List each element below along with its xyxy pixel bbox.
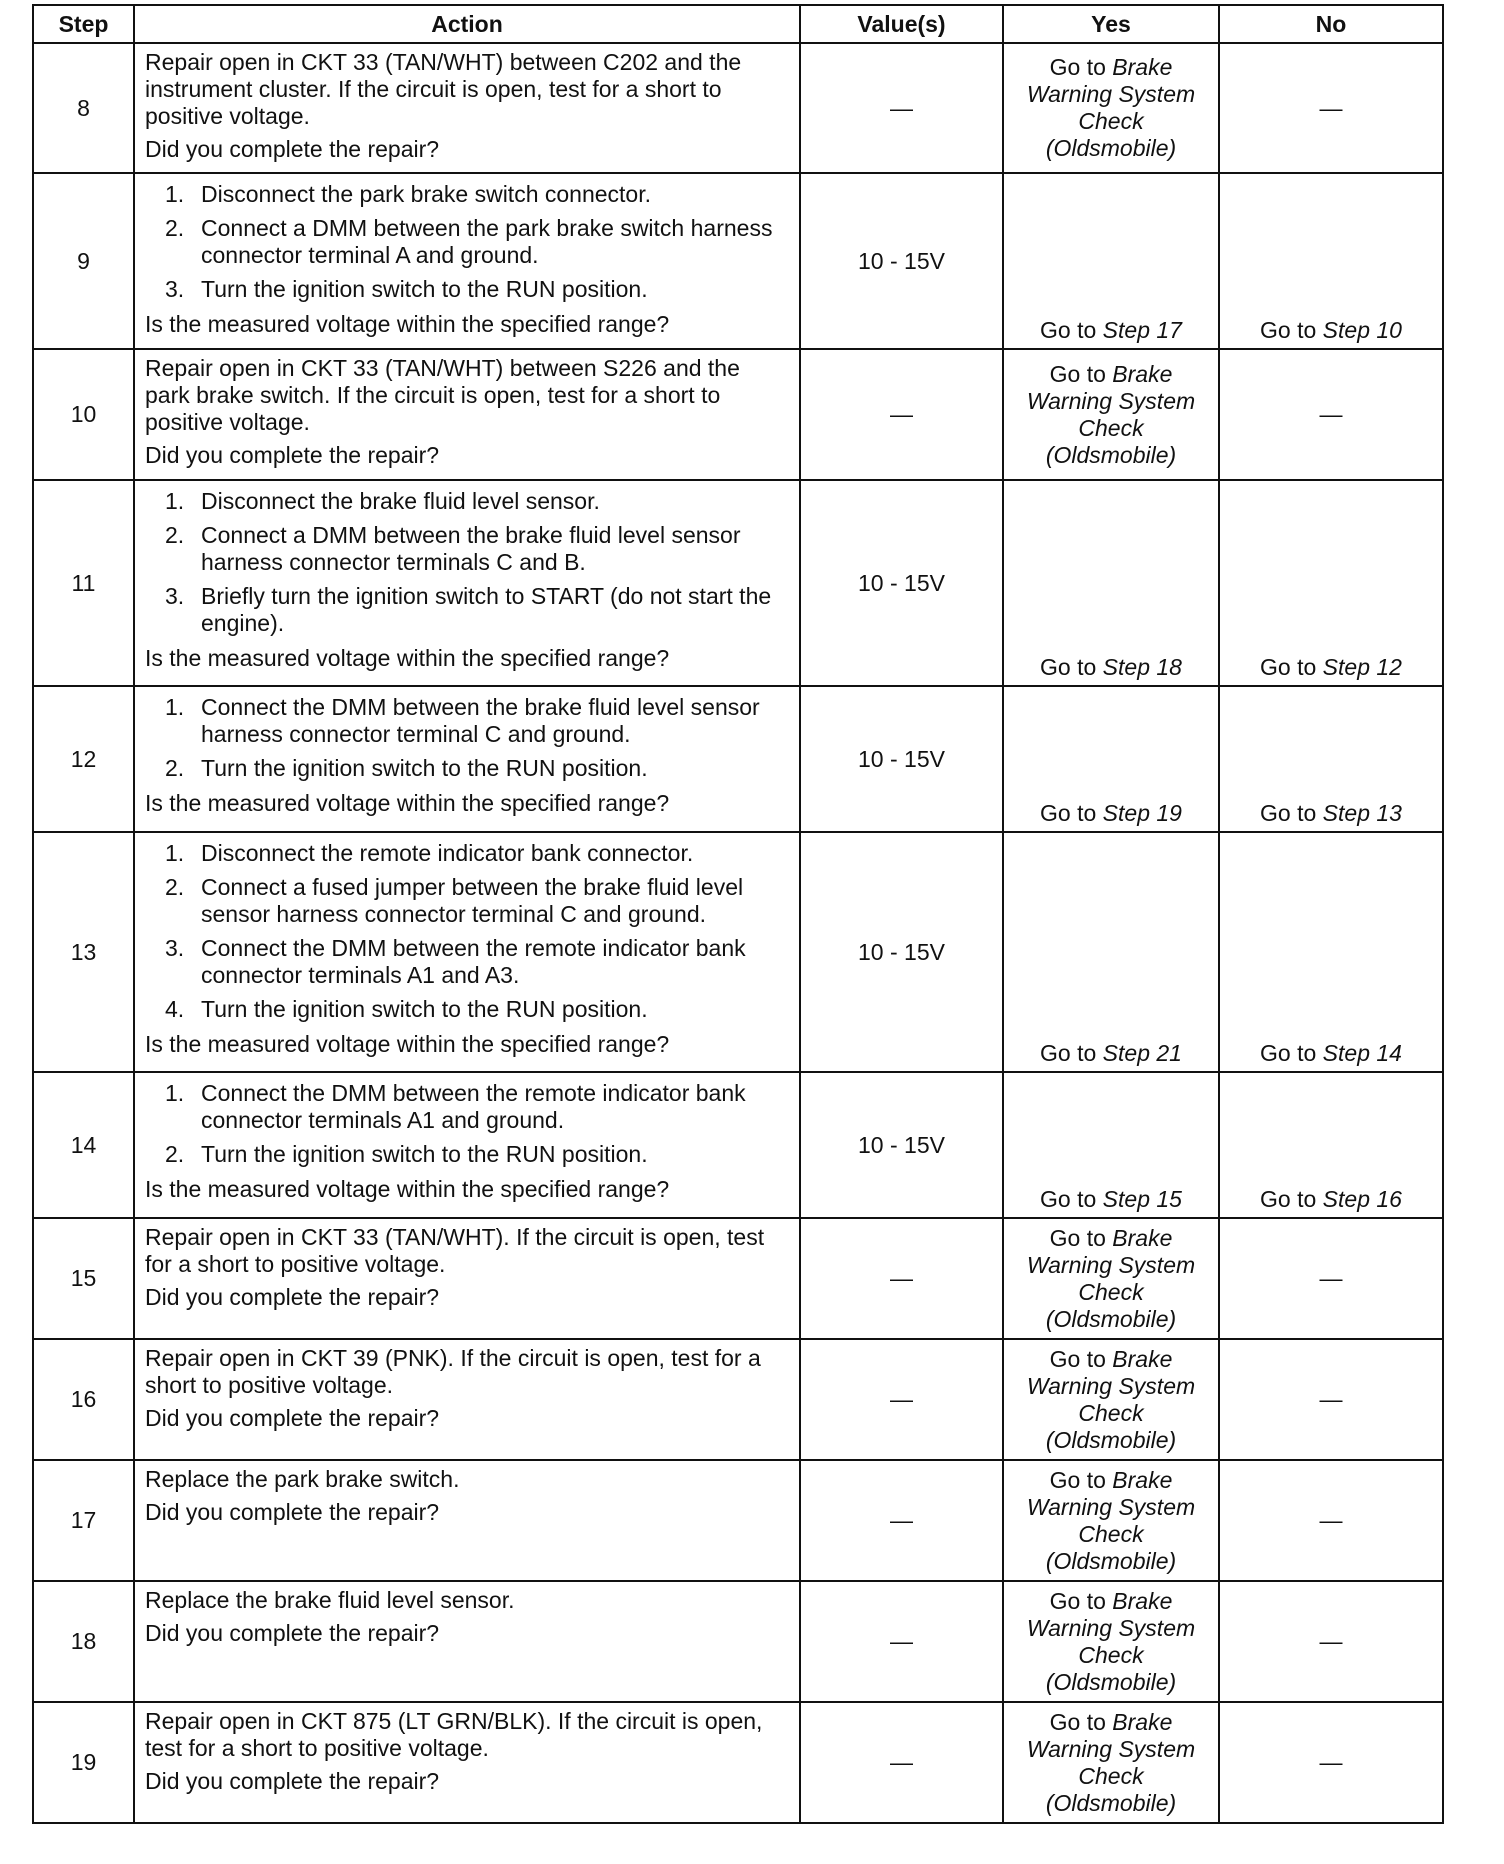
action-steps [145, 840, 789, 1023]
yes-cell [1003, 1218, 1219, 1339]
goto-text: Go to [1040, 800, 1097, 826]
no-cell [1219, 1072, 1443, 1218]
yes-goto-line [1012, 1225, 1210, 1252]
value-cell: — [800, 1702, 1003, 1823]
yes-target: (Oldsmobile) [1045, 1426, 1177, 1453]
yes-target-line [1012, 388, 1210, 415]
yes-target-line [1012, 1306, 1210, 1333]
header-row [33, 5, 1443, 43]
action-step-number: 1. [165, 181, 185, 207]
yes-target-line [1012, 415, 1210, 442]
value-cell: 10 - 15V [800, 173, 1003, 349]
yes-cell [1003, 43, 1219, 173]
step-number: 12 [33, 686, 134, 832]
yes-goto-line [1012, 1467, 1210, 1494]
action-step [145, 935, 789, 989]
action-steps [145, 694, 789, 782]
goto-text: Go to [1260, 1186, 1317, 1212]
goto-text: Go to [1260, 1040, 1317, 1066]
action-question: Is the measured voltage within the specified range? [145, 311, 670, 337]
table-row [33, 480, 1443, 686]
step-number: 9 [33, 173, 134, 349]
action-text: Replace the park brake switch. [145, 1466, 460, 1492]
yes-target-line [1012, 442, 1210, 469]
action-step-number: 3. [165, 583, 185, 609]
yes-target: Step 15 [1102, 1186, 1182, 1212]
yes-target: Warning System [1026, 1372, 1196, 1399]
action-step-text: Turn the ignition switch to the RUN position. [201, 276, 648, 302]
action-steps [145, 181, 789, 303]
goto-text: Go to [1040, 1040, 1097, 1066]
action-question: Did you complete the repair? [145, 1620, 440, 1646]
action-cell [134, 1460, 800, 1581]
action-step-text: Disconnect the park brake switch connector. [201, 181, 652, 207]
table-row [33, 1702, 1443, 1823]
value-cell: — [800, 1339, 1003, 1460]
action-question: Did you complete the repair? [145, 442, 440, 468]
yes-goto-line [1012, 1346, 1210, 1373]
action-question: Did you complete the repair? [145, 1768, 440, 1794]
yes-cell [1003, 1339, 1219, 1460]
action-step-text: Connect the DMM between the brake fluid level sensor harness connector terminal C and ground. [201, 694, 760, 747]
table-row [33, 1581, 1443, 1702]
goto-text: Go to [1260, 800, 1317, 826]
diagnostic-table [32, 4, 1444, 1824]
action-text: Repair open in CKT 875 (LT GRN/BLK). If the circuit is open, test for a short to positive voltage. [145, 1708, 763, 1761]
step-number: 8 [33, 43, 134, 173]
goto-text: Go to [1040, 654, 1097, 680]
action-step [145, 276, 789, 303]
yes-target-line [1012, 1669, 1210, 1696]
yes-goto-line [1012, 1709, 1210, 1736]
action-cell [134, 1072, 800, 1218]
no-target: Step 14 [1322, 1040, 1402, 1066]
action-step-text: Turn the ignition switch to the RUN position. [201, 1141, 648, 1167]
action-step [145, 1080, 789, 1134]
value-cell: 10 - 15V [800, 686, 1003, 832]
table-row [33, 1072, 1443, 1218]
yes-goto-line [1012, 1588, 1210, 1615]
no-target: Step 12 [1322, 654, 1402, 680]
no-cell: — [1219, 43, 1443, 173]
action-step-text: Turn the ignition switch to the RUN position. [201, 755, 648, 781]
yes-target: Brake [1112, 1224, 1173, 1251]
step-number: 10 [33, 349, 134, 480]
yes-target: Check [1078, 1520, 1144, 1547]
step-number: 19 [33, 1702, 134, 1823]
table-row [33, 1218, 1443, 1339]
yes-goto-line [1012, 54, 1210, 81]
yes-target: Brake [1112, 1466, 1173, 1493]
yes-target: Warning System [1026, 1735, 1196, 1762]
no-cell [1219, 832, 1443, 1072]
yes-target: (Oldsmobile) [1045, 1547, 1177, 1574]
yes-target: Brake [1112, 360, 1173, 387]
yes-target: Brake [1112, 1587, 1173, 1614]
yes-target: Warning System [1026, 1493, 1196, 1520]
action-question: Is the measured voltage within the specified range? [145, 790, 670, 816]
yes-target-line [1012, 81, 1210, 108]
action-question: Is the measured voltage within the specified range? [145, 1176, 670, 1202]
header-step: Step [33, 5, 134, 43]
no-cell: — [1219, 1581, 1443, 1702]
yes-target: Brake [1112, 54, 1173, 80]
action-question: Is the measured voltage within the specified range? [145, 645, 670, 671]
yes-cell [1003, 832, 1219, 1072]
yes-target: Step 17 [1102, 317, 1182, 343]
action-question: Did you complete the repair? [145, 136, 440, 162]
goto-text: Go to [1049, 54, 1106, 80]
goto-text: Go to [1260, 654, 1317, 680]
yes-target-line [1012, 1790, 1210, 1817]
table-row [33, 173, 1443, 349]
action-steps [145, 488, 789, 637]
yes-target: Step 18 [1102, 654, 1182, 680]
yes-target: Warning System [1026, 1614, 1196, 1641]
value-cell: — [800, 1460, 1003, 1581]
goto-text: Go to [1049, 1466, 1106, 1493]
yes-goto-line [1012, 361, 1210, 388]
no-cell: — [1219, 349, 1443, 480]
action-text: Repair open in CKT 33 (TAN/WHT) between S226 and the park brake switch. If the circuit is open, test for a short to positive voltage. [145, 355, 740, 435]
action-step-number: 2. [165, 874, 185, 900]
yes-target-line [1012, 135, 1210, 162]
action-step [145, 522, 789, 576]
action-cell [134, 349, 800, 480]
action-step-text: Connect a DMM between the park brake switch harness connector terminal A and ground. [201, 215, 773, 268]
yes-target: Warning System [1026, 81, 1196, 107]
action-text: Replace the brake fluid level sensor. [145, 1587, 515, 1613]
table-row [33, 43, 1443, 173]
yes-target: Warning System [1026, 387, 1196, 414]
value-cell: 10 - 15V [800, 1072, 1003, 1218]
yes-target: Check [1078, 108, 1144, 134]
value-cell: — [800, 1218, 1003, 1339]
yes-target-line [1012, 1642, 1210, 1669]
table-row [33, 686, 1443, 832]
action-step-number: 1. [165, 694, 185, 720]
action-cell [134, 173, 800, 349]
header-action: Action [134, 5, 800, 43]
yes-target-line [1012, 1400, 1210, 1427]
yes-target: (Oldsmobile) [1045, 1789, 1177, 1816]
goto-text: Go to [1049, 1587, 1106, 1614]
action-text: Repair open in CKT 39 (PNK). If the circuit is open, test for a short to positive voltage. [145, 1345, 761, 1398]
step-number: 11 [33, 480, 134, 686]
yes-target: Check [1078, 1762, 1144, 1789]
no-cell [1219, 480, 1443, 686]
action-step-number: 2. [165, 755, 185, 781]
yes-target: (Oldsmobile) [1045, 441, 1177, 468]
no-cell [1219, 173, 1443, 349]
action-text: Repair open in CKT 33 (TAN/WHT) between C202 and the instrument cluster. If the circuit is open, test for a short to positive voltage. [145, 49, 742, 129]
no-target: Step 10 [1322, 317, 1402, 343]
value-cell: — [800, 43, 1003, 173]
value-cell: 10 - 15V [800, 480, 1003, 686]
action-step-number: 2. [165, 522, 185, 548]
action-step [145, 840, 789, 867]
yes-target: Step 21 [1102, 1040, 1182, 1066]
yes-target: Warning System [1026, 1251, 1196, 1278]
no-cell: — [1219, 1702, 1443, 1823]
yes-target-line [1012, 1279, 1210, 1306]
action-cell [134, 480, 800, 686]
yes-target-line [1012, 108, 1210, 135]
goto-text: Go to [1260, 317, 1317, 343]
table-row [33, 1460, 1443, 1581]
table-row [33, 832, 1443, 1072]
yes-target: (Oldsmobile) [1045, 1305, 1177, 1332]
header-values: Value(s) [800, 5, 1003, 43]
action-step [145, 181, 789, 208]
action-step-number: 1. [165, 840, 185, 866]
yes-target: Step 19 [1102, 800, 1182, 826]
yes-target-line [1012, 1252, 1210, 1279]
action-step-text: Connect the DMM between the remote indicator bank connector terminals A1 and ground. [201, 1080, 746, 1133]
action-step [145, 996, 789, 1023]
goto-text: Go to [1049, 1345, 1106, 1372]
yes-cell [1003, 480, 1219, 686]
action-question: Did you complete the repair? [145, 1284, 440, 1310]
action-step [145, 694, 789, 748]
action-step [145, 583, 789, 637]
yes-target-line [1012, 1427, 1210, 1454]
action-step-number: 3. [165, 276, 185, 302]
action-step [145, 874, 789, 928]
action-cell [134, 832, 800, 1072]
goto-text: Go to [1049, 1708, 1106, 1735]
step-number: 14 [33, 1072, 134, 1218]
action-cell [134, 1581, 800, 1702]
no-cell: — [1219, 1460, 1443, 1581]
goto-text: Go to [1049, 1224, 1106, 1251]
step-number: 18 [33, 1581, 134, 1702]
yes-target-line [1012, 1548, 1210, 1575]
action-step [145, 215, 789, 269]
table-row [33, 349, 1443, 480]
no-target: Step 13 [1322, 800, 1402, 826]
action-step-number: 3. [165, 935, 185, 961]
value-cell: — [800, 349, 1003, 480]
yes-target: Check [1078, 414, 1144, 441]
action-step-text: Disconnect the brake fluid level sensor. [201, 488, 600, 514]
step-number: 15 [33, 1218, 134, 1339]
action-step-number: 1. [165, 488, 185, 514]
yes-target: Check [1078, 1641, 1144, 1668]
action-step-text: Connect a DMM between the brake fluid level sensor harness connector terminals C and B. [201, 522, 741, 575]
header-yes: Yes [1003, 5, 1219, 43]
yes-cell [1003, 1702, 1219, 1823]
action-step-text: Turn the ignition switch to the RUN position. [201, 996, 648, 1022]
yes-cell [1003, 173, 1219, 349]
step-number: 13 [33, 832, 134, 1072]
action-step [145, 755, 789, 782]
yes-target-line [1012, 1763, 1210, 1790]
action-step [145, 488, 789, 515]
yes-cell [1003, 1460, 1219, 1581]
action-cell [134, 43, 800, 173]
yes-target-line [1012, 1494, 1210, 1521]
yes-cell [1003, 1072, 1219, 1218]
yes-target-line [1012, 1521, 1210, 1548]
yes-target: Brake [1112, 1708, 1173, 1735]
yes-target: Check [1078, 1399, 1144, 1426]
action-step-number: 4. [165, 996, 185, 1022]
action-step-text: Connect the DMM between the remote indicator bank connector terminals A1 and A3. [201, 935, 746, 988]
table-body [33, 43, 1443, 1823]
action-text: Repair open in CKT 33 (TAN/WHT). If the circuit is open, test for a short to positive voltage. [145, 1224, 765, 1277]
step-number: 17 [33, 1460, 134, 1581]
yes-cell [1003, 686, 1219, 832]
yes-target-line [1012, 1736, 1210, 1763]
action-step [145, 1141, 789, 1168]
no-target: Step 16 [1322, 1186, 1402, 1212]
no-cell: — [1219, 1218, 1443, 1339]
action-cell [134, 686, 800, 832]
no-cell: — [1219, 1339, 1443, 1460]
goto-text: Go to [1040, 1186, 1097, 1212]
action-step-number: 1. [165, 1080, 185, 1106]
action-question: Did you complete the repair? [145, 1405, 440, 1431]
yes-target: (Oldsmobile) [1045, 135, 1177, 161]
yes-target: (Oldsmobile) [1045, 1668, 1177, 1695]
action-step-number: 2. [165, 1141, 185, 1167]
action-steps [145, 1080, 789, 1168]
value-cell: — [800, 1581, 1003, 1702]
step-number: 16 [33, 1339, 134, 1460]
action-cell [134, 1702, 800, 1823]
yes-cell [1003, 349, 1219, 480]
action-cell [134, 1218, 800, 1339]
action-step-text: Connect a fused jumper between the brake fluid level sensor harness connector terminal C and ground. [201, 874, 744, 927]
yes-target-line [1012, 1373, 1210, 1400]
yes-target-line [1012, 1615, 1210, 1642]
action-cell [134, 1339, 800, 1460]
action-step-text: Briefly turn the ignition switch to START (do not start the engine). [201, 583, 772, 636]
action-question: Is the measured voltage within the specified range? [145, 1031, 670, 1057]
yes-target: Brake [1112, 1345, 1173, 1372]
action-step-number: 2. [165, 215, 185, 241]
yes-target: Check [1078, 1278, 1144, 1305]
value-cell: 10 - 15V [800, 832, 1003, 1072]
action-question: Did you complete the repair? [145, 1499, 440, 1525]
yes-cell [1003, 1581, 1219, 1702]
table-row [33, 1339, 1443, 1460]
no-cell [1219, 686, 1443, 832]
goto-text: Go to [1040, 317, 1097, 343]
action-step-text: Disconnect the remote indicator bank connector. [201, 840, 694, 866]
header-no: No [1219, 5, 1443, 43]
goto-text: Go to [1049, 360, 1106, 387]
